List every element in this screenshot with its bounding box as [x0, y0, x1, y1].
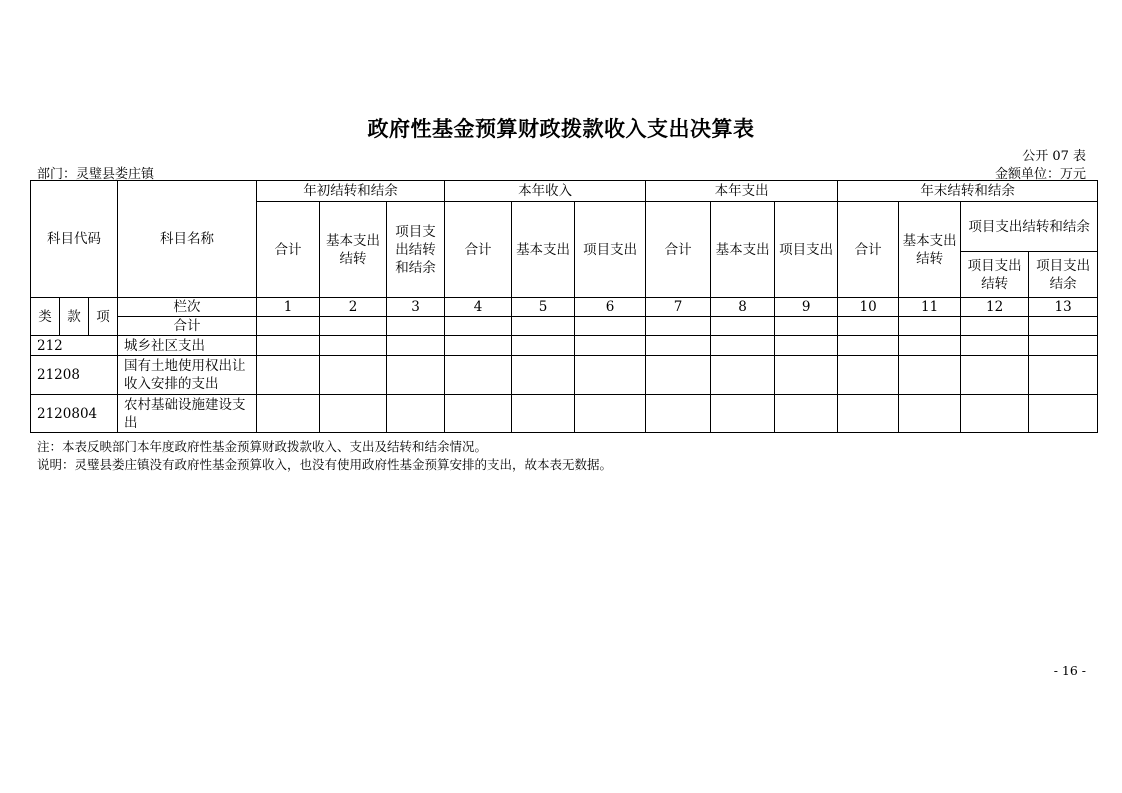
explanation-line: 说明：灵璧县娄庄镇没有政府性基金预算收入，也没有使用政府性基金预算安排的支出，故本表无数据。: [37, 457, 613, 472]
table-cell: [257, 336, 320, 356]
header-cat-lei: 类: [31, 298, 60, 336]
table-cell: [899, 317, 961, 336]
table-cell: [711, 356, 775, 395]
column-number: 7: [646, 298, 711, 317]
table-cell: [838, 317, 899, 336]
table-cell: [775, 317, 838, 336]
row-code: 212: [31, 336, 118, 356]
table-cell: [257, 395, 320, 433]
column-number: 13: [1029, 298, 1098, 317]
header-begin-total: 合计: [257, 202, 320, 298]
budget-table: [30, 180, 1098, 433]
table-cell: [387, 395, 445, 433]
table-cell: [575, 356, 646, 395]
header-expense-basic: 基本支出: [711, 202, 775, 298]
table-cell: [512, 395, 575, 433]
table-cell: [257, 317, 320, 336]
row-name: 农村基础设施建设支出: [118, 395, 257, 433]
table-row: [31, 356, 1098, 395]
column-number: 12: [961, 298, 1029, 317]
header-end-project-group: 项目支出结转和结余: [961, 202, 1098, 252]
total-row-label: 合计: [118, 317, 257, 336]
header-end-basic-carry: 基本支出结转: [899, 202, 961, 298]
table-cell: [387, 336, 445, 356]
table-cell: [320, 317, 387, 336]
table-cell: [1029, 336, 1098, 356]
table-cell: [961, 395, 1029, 433]
table-cell: [899, 395, 961, 433]
header-group-income: 本年收入: [445, 181, 646, 202]
table-cell: [575, 336, 646, 356]
department-label: 部门：灵璧县娄庄镇: [37, 167, 155, 182]
table-cell: [899, 336, 961, 356]
column-number: 9: [775, 298, 838, 317]
column-number: 2: [320, 298, 387, 317]
table-cell: [646, 395, 711, 433]
notes: [37, 438, 612, 474]
table-cell: [646, 356, 711, 395]
amount-unit-label: 金额单位：万元: [994, 167, 1086, 182]
table-cell: [512, 356, 575, 395]
table-cell: [711, 317, 775, 336]
column-number: 11: [899, 298, 961, 317]
table-cell: [961, 317, 1029, 336]
column-number: 3: [387, 298, 445, 317]
table-title: 政府性基金预算财政拨款收入支出决算表: [367, 117, 755, 141]
table-cell: [575, 395, 646, 433]
table-cell: [1029, 317, 1098, 336]
header-income-basic: 基本支出: [512, 202, 575, 298]
table-cell: [575, 317, 646, 336]
table-cell: [711, 395, 775, 433]
table-cell: [512, 317, 575, 336]
table-cell: [387, 356, 445, 395]
row-code: 21208: [31, 356, 118, 395]
table-cell: [512, 336, 575, 356]
form-number: 公开 07 表: [1022, 149, 1086, 164]
table-cell: [646, 317, 711, 336]
table-cell: [961, 336, 1029, 356]
header-end-project-balance: 项目支出结余: [1029, 252, 1098, 298]
header-end-total: 合计: [838, 202, 899, 298]
column-number: 8: [711, 298, 775, 317]
table-cell: [711, 336, 775, 356]
table-cell: [320, 395, 387, 433]
header-lanci: 栏次: [118, 298, 257, 317]
header-group-expense: 本年支出: [646, 181, 838, 202]
table-cell: [1029, 356, 1098, 395]
header-subject-code: 科目代码: [31, 181, 118, 298]
row-name: 国有土地使用权出让收入安排的支出: [118, 356, 257, 395]
table-cell: [775, 336, 838, 356]
table-cell: [320, 336, 387, 356]
table-cell: [899, 356, 961, 395]
table-cell: [838, 395, 899, 433]
table-cell: [775, 356, 838, 395]
table-cell: [1029, 395, 1098, 433]
header-group-begin: 年初结转和结余: [257, 181, 445, 202]
column-number: 6: [575, 298, 646, 317]
header-begin-project-carry-balance: 项目支出结转和结余: [387, 202, 445, 298]
column-number: 1: [257, 298, 320, 317]
header-income-project: 项目支出: [575, 202, 646, 298]
header-expense-total: 合计: [646, 202, 711, 298]
page-number: - 16 -: [1053, 663, 1086, 678]
header-income-total: 合计: [445, 202, 512, 298]
row-code: 2120804: [31, 395, 118, 433]
header-cat-kuan: 款: [60, 298, 89, 336]
table-row: [31, 395, 1098, 433]
header-begin-basic-carry: 基本支出结转: [320, 202, 387, 298]
header-end-project-carry: 项目支出结转: [961, 252, 1029, 298]
table-cell: [961, 356, 1029, 395]
header-group-end: 年末结转和结余: [838, 181, 1098, 202]
column-number: 10: [838, 298, 899, 317]
table-row: [31, 336, 1098, 356]
table-cell: [445, 395, 512, 433]
header-cat-xiang: 项: [89, 298, 118, 336]
table-cell: [387, 317, 445, 336]
table-cell: [838, 336, 899, 356]
table-cell: [445, 336, 512, 356]
table-cell: [775, 395, 838, 433]
header-subject-name: 科目名称: [118, 181, 257, 298]
note-line: 注：本表反映部门本年度政府性基金预算财政拨款收入、支出及结转和结余情况。: [37, 439, 488, 454]
table-cell: [646, 336, 711, 356]
column-number: 4: [445, 298, 512, 317]
table-cell: [445, 317, 512, 336]
row-name: 城乡社区支出: [118, 336, 257, 356]
table-cell: [838, 356, 899, 395]
table-cell: [445, 356, 512, 395]
table-cell: [320, 356, 387, 395]
header-expense-project: 项目支出: [775, 202, 838, 298]
column-number: 5: [512, 298, 575, 317]
table-cell: [257, 356, 320, 395]
